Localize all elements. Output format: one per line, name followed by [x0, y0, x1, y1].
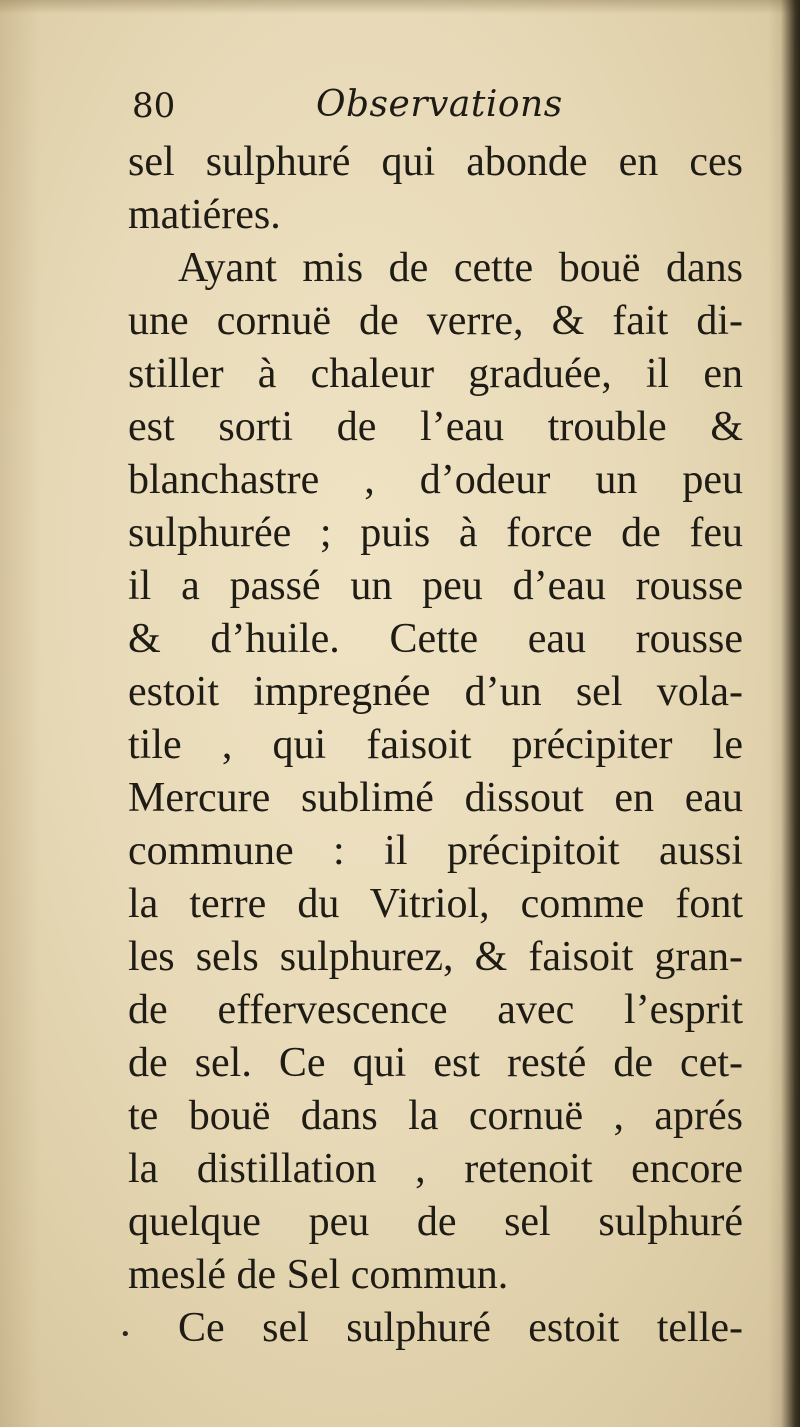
page-right-edge — [768, 0, 800, 1427]
text-line: de sel. Ce qui est resté de cet- — [128, 1040, 743, 1086]
text-line: blanchastre , d’odeur un peu — [128, 457, 743, 503]
text-line: Mercure sublimé dissout en eau — [128, 775, 743, 821]
page-gutter-shade — [0, 0, 40, 1427]
text-line: la distillation , retenoit encore — [128, 1146, 743, 1192]
text-line: sulphurée ; puis à force de feu — [128, 510, 743, 556]
text-line: les sels sulphurez, & faisoit gran- — [128, 934, 743, 980]
text-line: une cornuë de verre, & fait di- — [128, 298, 743, 344]
text-line: la terre du Vitriol, comme font — [128, 881, 743, 927]
text-line: quelque peu de sel sulphuré — [128, 1199, 743, 1245]
text-line: estoit impregnée d’un sel vola- — [128, 669, 743, 715]
text-line: meslé de Sel commun. — [128, 1252, 509, 1298]
text-line: tile , qui faisoit précipiter le — [128, 722, 743, 768]
running-head — [132, 82, 772, 136]
text-line: est sorti de l’eau trouble & — [128, 404, 743, 450]
text-line: & d’huile. Cette eau rousse — [128, 616, 743, 662]
text-line: te bouë dans la cornuë , aprés — [128, 1093, 743, 1139]
page-top-edge — [0, 0, 800, 14]
text-line: il a passé un peu d’eau rousse — [128, 563, 743, 609]
signature-mark: • — [120, 1324, 131, 1345]
page-number: 80 — [132, 86, 176, 126]
text-line: Ayant mis de cette bouë dans — [178, 245, 743, 291]
text-line: Ce sel sulphuré estoit telle- — [178, 1305, 743, 1351]
text-line: commune : il précipitoit aussi — [128, 828, 743, 874]
text-line: sel sulphuré qui abonde en ces — [128, 139, 743, 185]
text-line: de effervescence avec l’esprit — [128, 987, 743, 1033]
body-text — [128, 136, 743, 1355]
text-line: matiéres. — [128, 192, 281, 238]
text-line: stiller à chaleur graduée, il en — [128, 351, 743, 397]
running-title: Observations — [316, 84, 563, 125]
